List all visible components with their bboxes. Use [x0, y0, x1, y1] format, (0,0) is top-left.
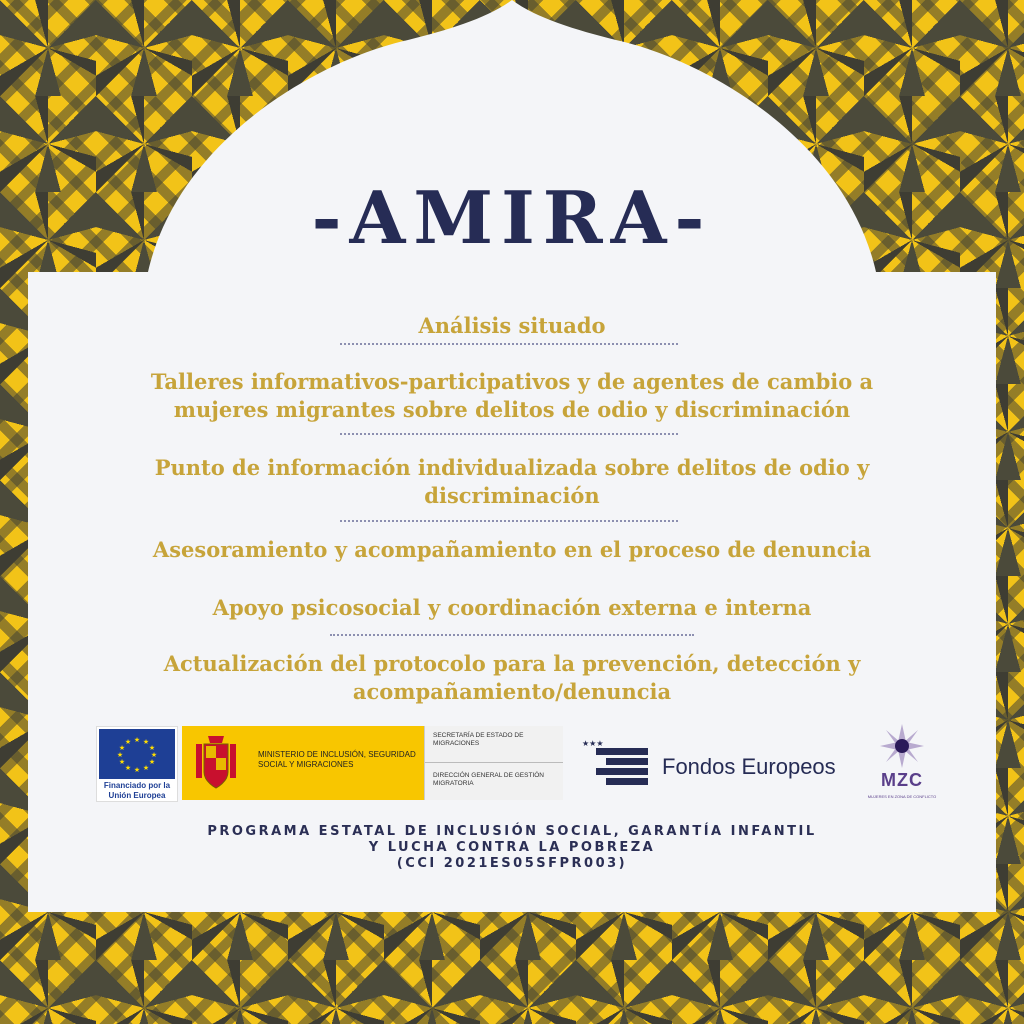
separator: [330, 634, 694, 636]
ministry-name: MINISTERIO DE INCLUSIÓN, SEGURIDAD SOCIAL Y MIGRACIONES: [258, 750, 416, 769]
fondos-europeos-logo: [580, 736, 860, 796]
svg-text:★: ★: [118, 744, 126, 752]
list-item-analisis: Análisis situado: [418, 313, 606, 338]
footer-line-2: Y LUCHA CONTRA LA POBREZA: [368, 840, 656, 855]
mzc-name: MZC: [881, 770, 923, 790]
ministry-logo: [182, 726, 562, 800]
svg-text:★★★: ★★★: [582, 739, 604, 748]
ministry-right-panel: [424, 726, 563, 800]
footer-line-1: PROGRAMA ESTATAL DE INCLUSIÓN SOCIAL, GARANTÍA INFANTIL: [207, 824, 817, 839]
direccion-text: DIRECCIÓN GENERAL DE GESTIÓN MIGRATORIA: [433, 772, 544, 787]
svg-text:★: ★: [148, 758, 156, 766]
separator: [340, 520, 678, 522]
footer-line-3: (CCI 2021ES05SFPR003): [396, 856, 628, 871]
list-item-talleres: Talleres informativos-participativos y de agentes de cambio a mujeres migrantes sobre delitos de odio y discriminación: [150, 369, 874, 422]
svg-text:★: ★: [124, 738, 132, 746]
svg-text:★: ★: [124, 764, 132, 772]
page-title: -AMIRA-: [311, 175, 713, 260]
list-item-apoyo: Apoyo psicosocial y coordinación externa e interna: [212, 595, 812, 620]
fondos-europeos-text: Fondos Europeos: [662, 754, 836, 779]
svg-text:★: ★: [133, 736, 141, 744]
list-item-actualizacion: Actualización del protocolo para la prevención, detección y acompañamiento/denuncia: [163, 651, 861, 704]
svg-text:★: ★: [142, 738, 150, 746]
star-flower-icon: [864, 722, 940, 772]
mzc-logo: [864, 722, 940, 808]
svg-text:★: ★: [150, 751, 158, 759]
secretaria-text: SECRETARÍA DE ESTADO DE MIGRACIONES: [433, 732, 524, 747]
mzc-subtitle: MUJERES EN ZONA DE CONFLICTO: [867, 794, 937, 799]
svg-text:★: ★: [116, 751, 124, 759]
separator: [340, 433, 678, 435]
coat-of-arms-icon: [192, 734, 240, 792]
eu-caption: Financiado por la Unión Europea: [103, 781, 171, 800]
svg-text:★: ★: [148, 744, 156, 752]
eu-logo: [96, 726, 178, 802]
divider: [425, 762, 563, 763]
svg-text:★: ★: [118, 758, 126, 766]
list-item-punto-informacion: Punto de información individualizada sobre delitos de odio y discriminación: [154, 455, 870, 508]
svg-text:★: ★: [142, 764, 150, 772]
eu-flag-icon: [99, 729, 175, 779]
separator: [340, 343, 678, 345]
list-item-asesoramiento: Asesoramiento y acompañamiento en el proceso de denuncia: [152, 537, 872, 562]
svg-text:★: ★: [133, 766, 141, 774]
fondos-flag-icon: [580, 736, 656, 796]
